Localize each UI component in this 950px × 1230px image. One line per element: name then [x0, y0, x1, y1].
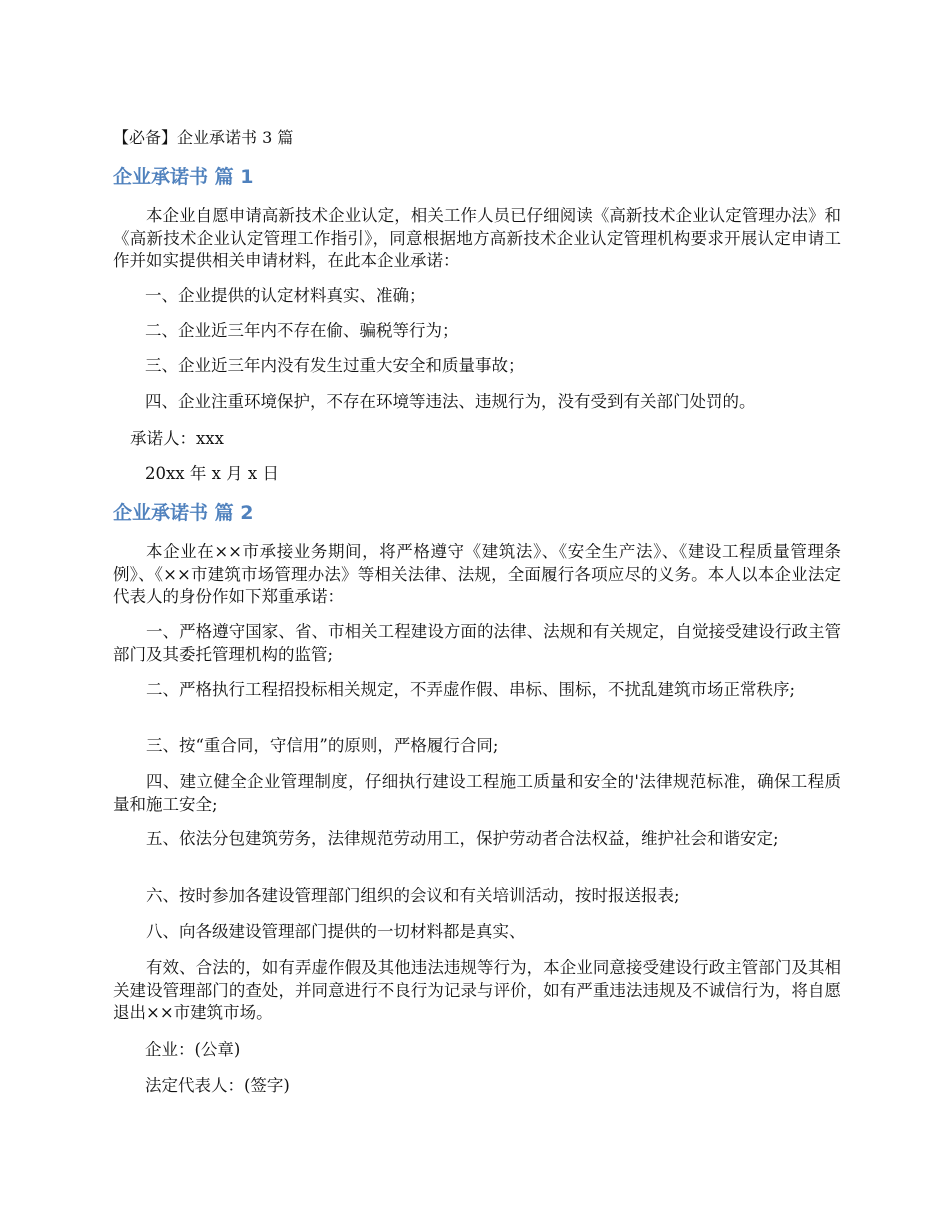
section-1-item: 二、企业近三年内不存在偷、骗税等行为；	[145, 321, 459, 340]
section-2-item: 四、建立健全企业管理制度，仔细执行建设工程施工质量和安全的'法律规范标准，确保工程质量和施工安全;	[113, 772, 841, 814]
section-1-intro: 本企业自愿申请高新技术企业认定，相关工作人员已仔细阅读《高新技术企业认定管理办法》和《高新技术企业认定管理工作指引》，同意根据地方高新技术企业认定管理机构要求开展认定申请工作并如实提供相关申请材料，在此本企业承诺：	[113, 206, 841, 270]
document-title: 【必备】企业承诺书 3 篇	[113, 128, 294, 147]
section-1-heading: 企业承诺书 篇 1	[113, 166, 254, 188]
section-1-item: 三、企业近三年内没有发生过重大安全和质量事故；	[145, 356, 525, 375]
section-2-item: 一、严格遵守国家、省、市相关工程建设方面的法律、法规和有关规定，自觉接受建设行政主管部门及其委托管理机构的监管;	[113, 622, 841, 664]
section-2-item: 五、依法分包建筑劳务，法律规范劳动用工，保护劳动者合法权益，维护社会和谐安定;	[146, 829, 779, 848]
representative-signature-line: 法定代表人：(签字)	[145, 1076, 290, 1095]
section-1-item: 一、企业提供的认定材料真实、准确；	[145, 286, 426, 305]
section-2-heading: 企业承诺书 篇 2	[113, 502, 254, 524]
section-2-item: 二、严格执行工程招投标相关规定，不弄虚作假、串标、围标，不扰乱建筑市场正常秩序;	[146, 680, 796, 699]
section-1-item: 四、企业注重环境保护，不存在环境等违法、违规行为，没有受到有关部门处罚的。	[145, 392, 756, 411]
section-2-intro: 本企业在××市承接业务期间，将严格遵守《建筑法》、《安全生产法》、《建设工程质量管理条例》、《××市建筑市场管理办法》等相关法律、法规，全面履行各项应尽的义务。本人以本企业法定代表人的身份作如下郑重承诺：	[113, 542, 841, 606]
section-2-item: 三、按“重合同，守信用”的原则，严格履行合同;	[146, 736, 499, 755]
section-2-item: 六、按时参加各建设管理部门组织的会议和有关培训活动，按时报送报表;	[146, 886, 680, 905]
date-line: 20xx 年 x 月 x 日	[145, 464, 279, 483]
section-2-item: 有效、合法的，如有弄虚作假及其他违法违规等行为，本企业同意接受建设行政主管部门及其相关建设管理部门的查处，并同意进行不良行为记录与评价，如有严重违法违规及不诚信行为，将自愿退出××市建筑市场。	[113, 958, 841, 1022]
signer-line: 承诺人：xxx	[130, 429, 224, 448]
company-seal-line: 企业：(公章)	[145, 1040, 241, 1059]
section-2-item: 八、向各级建设管理部门提供的一切材料都是真实、	[146, 922, 526, 941]
